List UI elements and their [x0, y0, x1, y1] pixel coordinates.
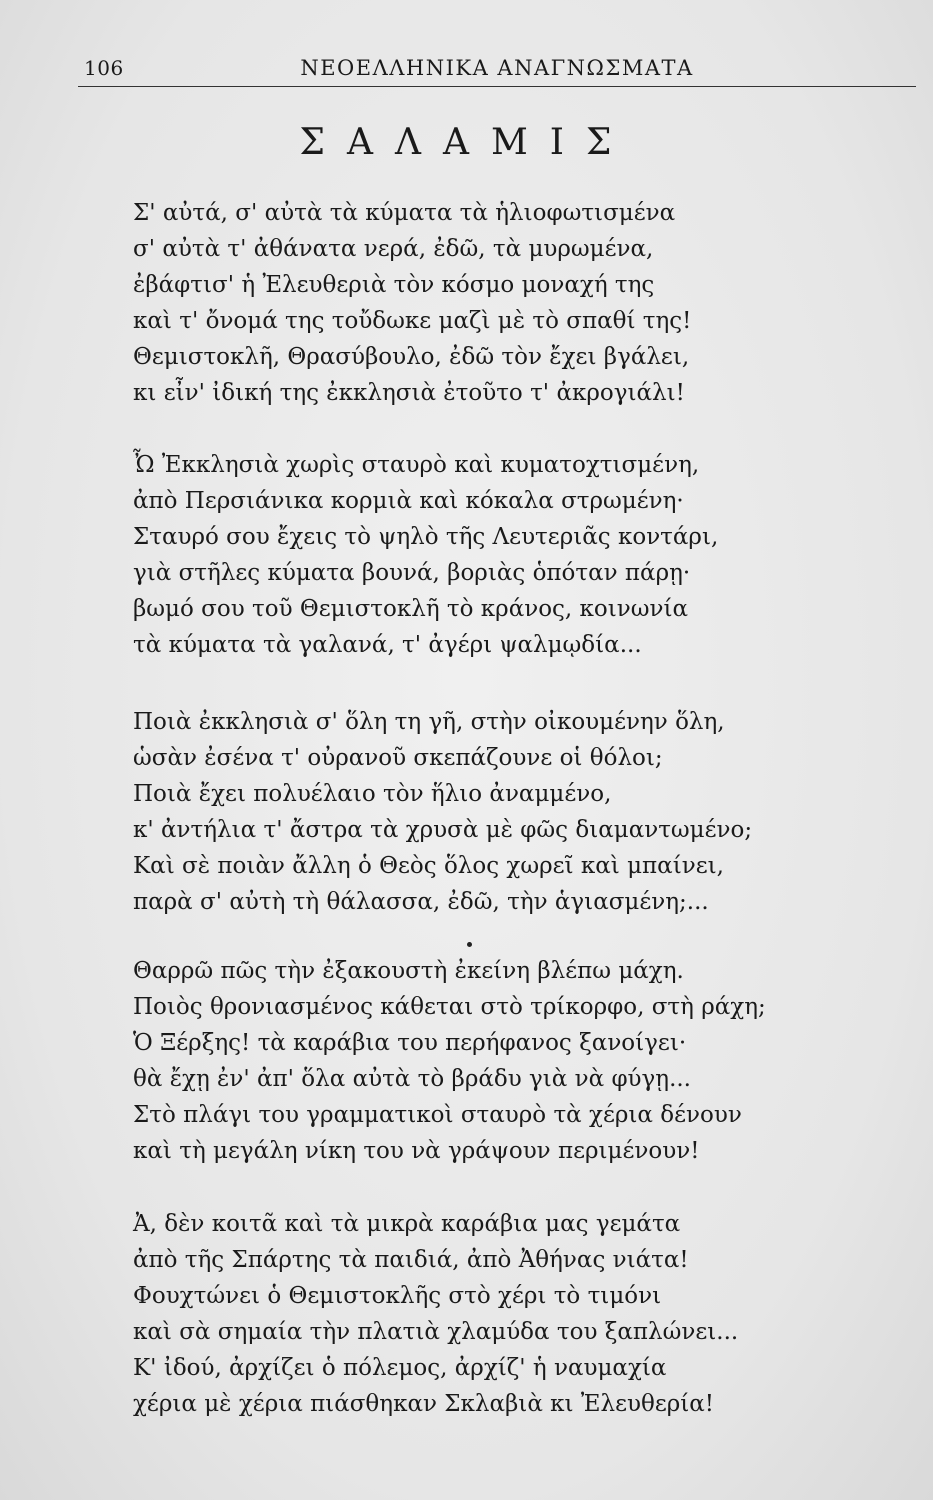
- running-title: ΝΕΟΕΛΛΗΝΙΚΑ ΑΝΑΓΝΩΣΜΑΤΑ: [300, 56, 694, 80]
- poem-line: τὰ κύματα τὰ γαλανά, τ' ἀγέρι ψαλμῳδία...: [133, 632, 642, 658]
- poem-line: κ' ἀντήλια τ' ἄστρα τὰ χρυσὰ μὲ φῶς διαμαντωμένο;: [133, 817, 753, 843]
- poem-line: Ποιὰ ἔχει πολυέλαιο τὸν ἥλιο ἀναμμένο,: [133, 781, 612, 807]
- poem-line: Θεμιστοκλῆ, Θρασύβουλο, ἐδῶ τὸν ἔχει βγάλει,: [133, 344, 690, 370]
- poem-line: θὰ ἔχῃ ἐν' ἀπ' ὅλα αὐτὰ τὸ βράδυ γιὰ νὰ φύγῃ...: [133, 1066, 691, 1092]
- poem-line: Θαρρῶ πῶς τὴν ἐξακουστὴ ἐκείνη βλέπω μάχη.: [133, 958, 684, 984]
- poem-line: Κ' ἰδού, ἀρχίζει ὁ πόλεμος, ἀρχίζ' ἡ ναυμαχία: [133, 1355, 667, 1381]
- poem-line: ἀπὸ τῆς Σπάρτης τὰ παιδιά, ἀπὸ Ἀθήνας νιάτα!: [133, 1247, 689, 1273]
- poem-line: ὡσὰν ἐσένα τ' οὐρανοῦ σκεπάζουνε οἱ θόλοι;: [133, 745, 663, 771]
- poem-line: Ποιὸς θρονιασμένος κάθεται στὸ τρίκορφο, στὴ ράχη;: [133, 994, 766, 1020]
- poem-line: παρὰ σ' αὐτὴ τὴ θάλασσα, ἐδῶ, τὴν ἁγιασμένη;...: [133, 889, 709, 915]
- poem-line: γιὰ στῆλες κύματα βουνά, βοριὰς ὁπόταν πάρῃ·: [133, 560, 691, 586]
- poem-line: Καὶ σὲ ποιὰν ἄλλη ὁ Θεὸς ὅλος χωρεῖ καὶ μπαίνει,: [133, 853, 724, 879]
- print-dot: [467, 942, 472, 947]
- poem-line: βωμό σου τοῦ Θεμιστοκλῆ τὸ κράνος, κοινωνία: [133, 596, 689, 622]
- stanza-4: [133, 953, 893, 1169]
- stanza-3: [133, 704, 893, 920]
- page-number: 106: [84, 56, 124, 80]
- poem-line: καὶ τ' ὄνομά της τοὔδωκε μαζὶ μὲ τὸ σπαθί της!: [133, 308, 692, 334]
- page-header: [78, 52, 916, 87]
- poem-line: χέρια μὲ χέρια πιάσθηκαν Σκλαβιὰ κι Ἐλευθερία!: [133, 1391, 715, 1417]
- stanza-1: [133, 195, 893, 411]
- poem-line: Σ' αὐτά, σ' αὐτὰ τὰ κύματα τὰ ἡλιοφωτισμένα: [133, 200, 676, 226]
- poem-line: Σταυρό σου ἔχεις τὸ ψηλὸ τῆς Λευτεριᾶς κοντάρι,: [133, 524, 719, 550]
- poem-line: Ὦ Ἐκκλησιὰ χωρὶς σταυρὸ καὶ κυματοχτισμένη,: [133, 452, 700, 478]
- poem-line: Φουχτώνει ὁ Θεμιστοκλῆς στὸ χέρι τὸ τιμόνι: [133, 1283, 662, 1309]
- poem-line: καὶ τὴ μεγάλη νίκη του νὰ γράψουν περιμένουν!: [133, 1138, 700, 1164]
- stanza-2: [133, 447, 893, 663]
- poem-line: σ' αὐτὰ τ' ἀθάνατα νερά, ἐδῶ, τὰ μυρωμένα,: [133, 236, 654, 262]
- poem-title: ΣΑΛΑΜΙΣ: [299, 122, 634, 163]
- poem-line: Ποιὰ ἐκκλησιὰ σ' ὅλη τη γῆ, στὴν οἰκουμένην ὅλη,: [133, 709, 725, 735]
- poem-line: ἐβάφτισ' ἡ Ἐλευθεριὰ τὸν κόσμο μοναχή της: [133, 272, 655, 298]
- poem-line: κι εἶν' ἰδική της ἐκκλησιὰ ἐτοῦτο τ' ἀκρογιάλι!: [133, 380, 685, 406]
- stanza-5: [133, 1206, 893, 1422]
- poem-line: ἀπὸ Περσιάνικα κορμιὰ καὶ κόκαλα στρωμένη·: [133, 488, 684, 514]
- poem-line: καὶ σὰ σημαία τὴν πλατιὰ χλαμύδα του ξαπλώνει...: [133, 1319, 739, 1345]
- poem-line: Ὁ Ξέρξης! τὰ καράβια του περήφανος ξανοίγει·: [133, 1030, 687, 1056]
- poem-line: Στὸ πλάγι του γραμματικοὶ σταυρὸ τὰ χέρια δένουν: [133, 1102, 742, 1128]
- poem-line: Ἀ, δὲν κοιτᾶ καὶ τὰ μικρὰ καράβια μας γεμάτα: [133, 1211, 681, 1237]
